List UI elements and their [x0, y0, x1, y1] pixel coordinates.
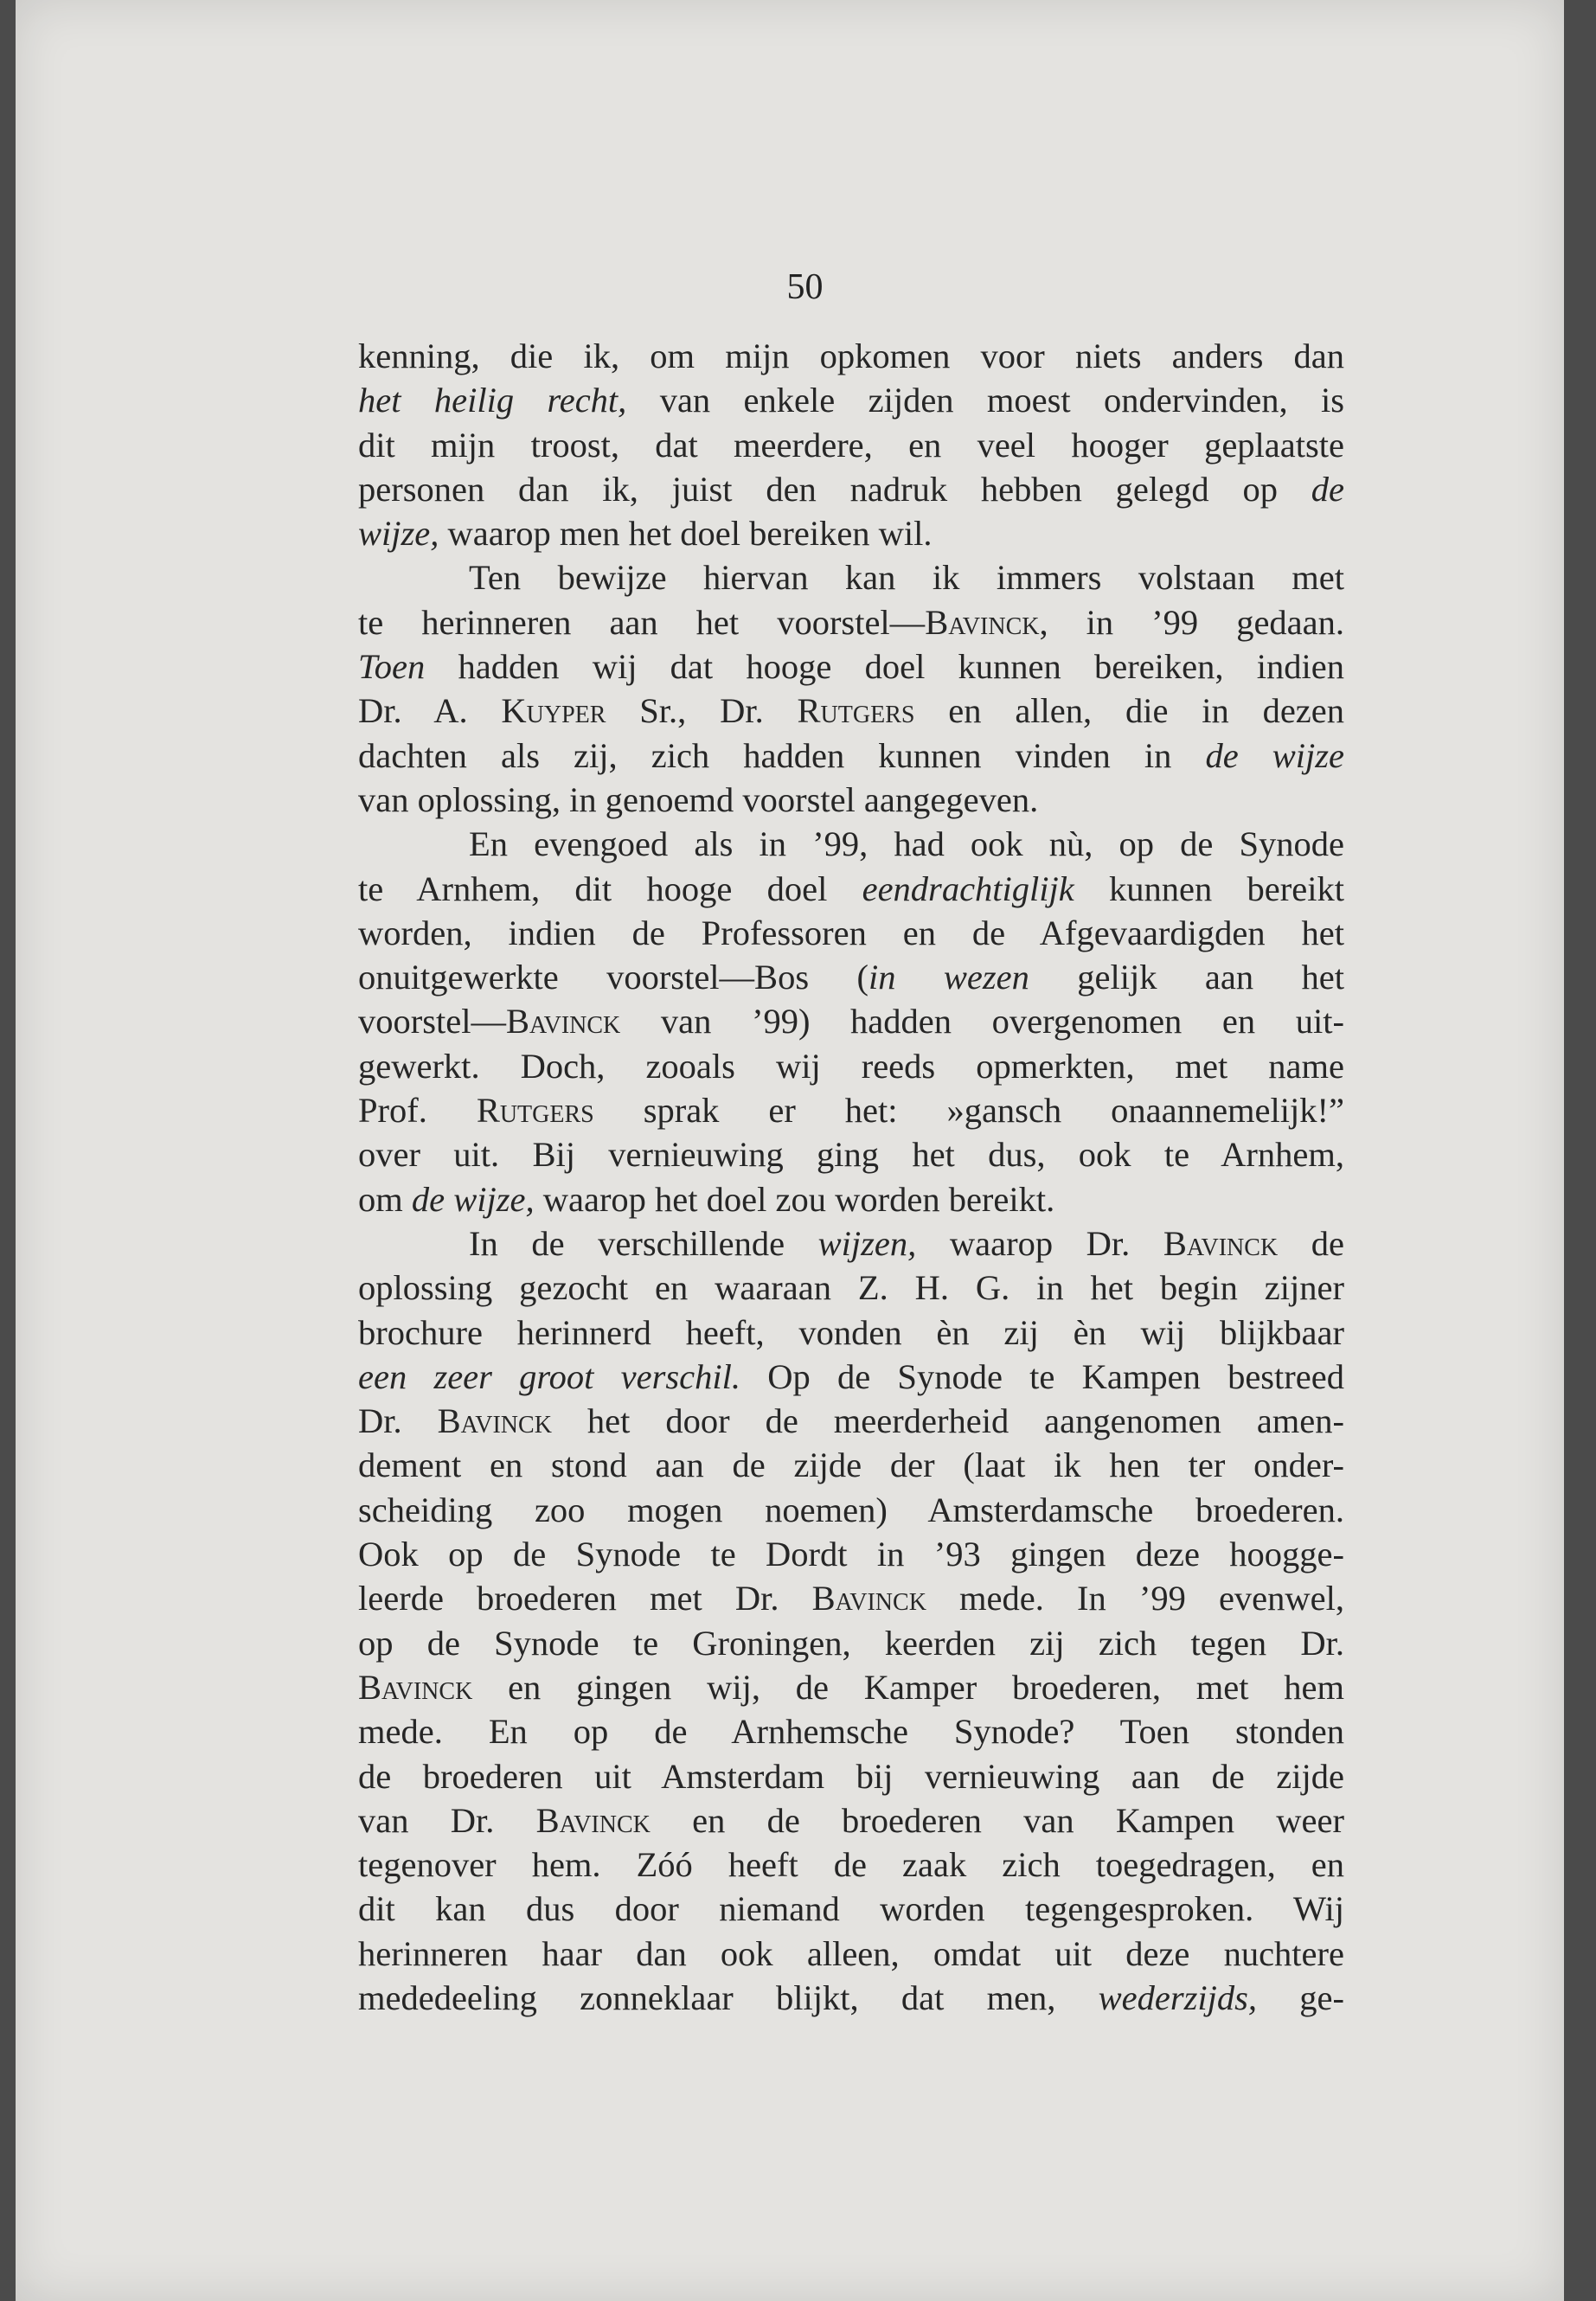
text-line: op de Synode te Groningen, keerden zij zich tegen Dr.	[358, 1623, 1344, 1663]
text-line: worden, indien de Professoren en de Afgevaardigden het	[358, 913, 1344, 952]
text-line: dit mijn troost, dat meerdere, en veel hooger geplaatste	[358, 425, 1344, 465]
text-line: kenning, die ik, om mijn opkomen voor niets anders dan	[358, 336, 1344, 375]
text-line: Ook op de Synode te Dordt in ’93 gingen deze hoogge-	[358, 1535, 1344, 1574]
text-line: dit kan dus door niemand worden tegengesproken. Wij	[358, 1889, 1344, 1929]
text-line: Bavinck en gingen wij, de Kamper broederen, met hem	[358, 1667, 1344, 1707]
text-line: tegenover hem. Zóó heeft de zaak zich toegedragen, en	[358, 1845, 1344, 1885]
text-line: Dr. A. Kuyper Sr., Dr. Rutgers en allen, die in dezen	[358, 691, 1345, 731]
text-line: Toen hadden wij dat hooge doel kunnen bereiken, indien	[358, 647, 1344, 687]
text-line: de broederen uit Amsterdam bij vernieuwing aan de zijde	[358, 1756, 1344, 1796]
text-line: over uit. Bij vernieuwing ging het dus, ook te Arnhem,	[358, 1135, 1344, 1175]
text-line: het heilig recht, van enkele zijden moest ondervinden, is	[358, 381, 1344, 420]
text-line: personen dan ik, juist den nadruk hebben gelegd op de	[358, 469, 1344, 509]
text-line: wijze, waarop men het doel bereiken wil.	[358, 514, 933, 554]
text-line: brochure herinnerd heeft, vonden èn zij èn wij blijkbaar	[358, 1312, 1344, 1352]
text-line: dement en stond aan de zijde der (laat ik hen ter onder-	[358, 1445, 1344, 1485]
text-line: Dr. Bavinck het door de meerderheid aangenomen amen-	[358, 1401, 1345, 1441]
book-page	[16, 0, 1564, 2301]
text-line: leerde broederen met Dr. Bavinck mede. In ’99 evenwel,	[358, 1579, 1344, 1618]
text-line: scheiding zoo mogen noemen) Amsterdamsche broederen.	[358, 1490, 1344, 1529]
text-line: onuitgewerkte voorstel—Bos (in wezen gelijk aan het	[358, 958, 1344, 997]
text-line: Ten bewijze hiervan kan ik immers volstaan met	[469, 558, 1344, 598]
text-line: En evengoed als in ’99, had ook nù, op de Synode	[469, 824, 1344, 864]
text-line: herinneren haar dan ook alleen, omdat uit deze nuchtere	[358, 1933, 1344, 1973]
text-line: om de wijze, waarop het doel zou worden bereikt.	[358, 1179, 1055, 1219]
text-line: dachten als zij, zich hadden kunnen vinden in de wijze	[358, 735, 1345, 775]
text-line: een zeer groot verschil. Op de Synode te Kampen bestreed	[358, 1356, 1344, 1396]
text-line: Prof. Rutgers sprak er het: »gansch onaannemelijk!”	[358, 1091, 1344, 1131]
text-line: In de verschillende wijzen, waarop Dr. Bavinck de	[469, 1223, 1345, 1263]
text-line: voorstel—Bavinck van ’99) hadden overgenomen en uit-	[358, 1002, 1344, 1042]
body-text	[358, 334, 1344, 2020]
text-line: gewerkt. Doch, zooals wij reeds opmerkten, met name	[358, 1046, 1344, 1086]
text-line: mededeeling zonneklaar blijkt, dat men, wederzijds, ge-	[358, 1977, 1344, 2017]
text-line: te herinneren aan het voorstel—Bavinck, in ’99 gedaan.	[358, 602, 1345, 642]
text-line: te Arnhem, dit hooge doel eendrachtiglijk kunnen bereikt	[358, 868, 1344, 908]
text-line: oplossing gezocht en waaraan Z. H. G. in het begin zijner	[358, 1268, 1344, 1308]
text-line: van oplossing, in genoemd voorstel aangegeven.	[358, 779, 1039, 819]
page-number: 50	[786, 267, 824, 307]
text-line: van Dr. Bavinck en de broederen van Kampen weer	[358, 1800, 1344, 1840]
text-line: mede. En op de Arnhemsche Synode? Toen stonden	[358, 1712, 1344, 1752]
